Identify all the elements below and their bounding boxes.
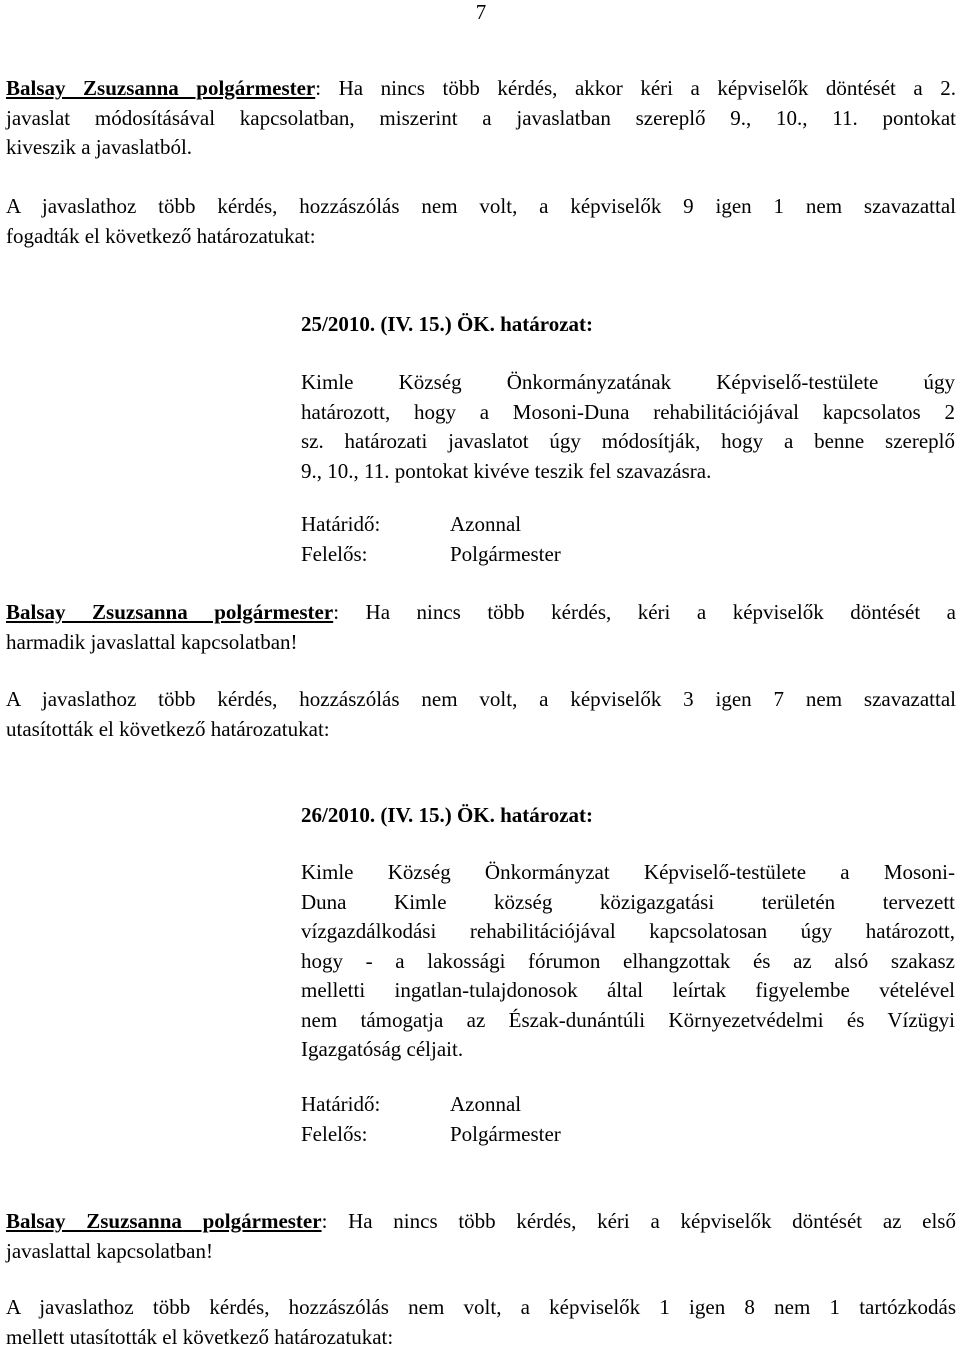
resolution-title: 25/2010. (IV. 15.) ÖK. határozat:	[301, 310, 593, 340]
speech-block-2	[6, 598, 956, 657]
resolution-meta	[301, 1090, 561, 1149]
speech-line: javaslattal kapcsolatban!	[6, 1237, 956, 1267]
speaker-name: Balsay Zsuzsanna polgármester	[6, 600, 333, 624]
speech-block-1	[6, 74, 956, 163]
vote-line: A javaslathoz több kérdés, hozzászólás nem volt, a képviselők 1 igen 8 nem 1 tartózkodás	[6, 1293, 956, 1323]
vote-result-3	[6, 1293, 956, 1352]
speech-line	[6, 1207, 956, 1237]
speech-text: Ha nincs több kérdés, akkor kéri a képviselők döntését a 2.	[339, 76, 956, 100]
resolution-line: sz. határozati javaslatot úgy módosítják, hogy a benne szereplő	[301, 427, 955, 457]
speech-line	[6, 598, 956, 628]
resolution-line: Kimle Község Önkormányzatának Képviselő-testülete úgy	[301, 368, 955, 398]
resolution-meta	[301, 510, 561, 569]
speech-text: Ha nincs több kérdés, kéri a képviselők döntését az első	[348, 1209, 956, 1233]
responsible-value: Polgármester	[450, 540, 561, 570]
resolution-line: 9., 10., 11. pontokat kivéve teszik fel szavazásra.	[301, 457, 955, 487]
speaker-name: Balsay Zsuzsanna polgármester	[6, 1209, 322, 1233]
deadline-label: Határidő:	[301, 1090, 450, 1120]
vote-line: A javaslathoz több kérdés, hozzászólás nem volt, a képviselők 9 igen 1 nem szavazattal	[6, 192, 956, 222]
speech-line: harmadik javaslattal kapcsolatban!	[6, 628, 956, 658]
resolution-line: nem támogatja az Észak-dunántúli Környezetvédelmi és Vízügyi	[301, 1006, 955, 1036]
vote-line: mellett utasították el következő határozatukat:	[6, 1323, 956, 1352]
deadline-value: Azonnal	[450, 1090, 521, 1120]
resolution-body	[301, 368, 955, 486]
separator: :	[333, 600, 365, 624]
vote-result-1	[6, 192, 956, 251]
resolution-line: határozott, hogy a Mosoni-Duna rehabilitációjával kapcsolatos 2	[301, 398, 955, 428]
resolution-title: 26/2010. (IV. 15.) ÖK. határozat:	[301, 801, 593, 831]
page-number: 7	[466, 0, 496, 24]
responsible-label: Felelős:	[301, 1120, 450, 1150]
resolution-line: Igazgatóság céljait.	[301, 1035, 955, 1065]
deadline-label: Határidő:	[301, 510, 450, 540]
resolution-line: melletti ingatlan-tulajdonosok által leírtak figyelembe vételével	[301, 976, 955, 1006]
speech-line: javaslat módosításával kapcsolatban, miszerint a javaslatban szereplő 9., 10., 11. pontokat	[6, 104, 956, 134]
vote-line: fogadták el következő határozatukat:	[6, 222, 956, 252]
responsible-label: Felelős:	[301, 540, 450, 570]
resolution-line: Kimle Község Önkormányzat Képviselő-testülete a Mosoni-	[301, 858, 955, 888]
speech-block-3	[6, 1207, 956, 1266]
speech-text: Ha nincs több kérdés, kéri a képviselők döntését a	[366, 600, 956, 624]
deadline-value: Azonnal	[450, 510, 521, 540]
resolution-body	[301, 858, 955, 1065]
vote-line: utasították el következő határozatukat:	[6, 715, 956, 745]
speech-line	[6, 74, 956, 104]
resolution-line: hogy - a lakossági fórumon elhangzottak és az alsó szakasz	[301, 947, 955, 977]
responsible-value: Polgármester	[450, 1120, 561, 1150]
separator: :	[322, 1209, 349, 1233]
separator: :	[315, 76, 338, 100]
resolution-line: vízgazdálkodási rehabilitációjával kapcsolatosan úgy határozott,	[301, 917, 955, 947]
resolution-line: Duna Kimle község közigazgatási területén tervezett	[301, 888, 955, 918]
vote-result-2	[6, 685, 956, 744]
speaker-name: Balsay Zsuzsanna polgármester	[6, 76, 315, 100]
vote-line: A javaslathoz több kérdés, hozzászólás nem volt, a képviselők 3 igen 7 nem szavazattal	[6, 685, 956, 715]
speech-line: kiveszik a javaslatból.	[6, 133, 956, 163]
